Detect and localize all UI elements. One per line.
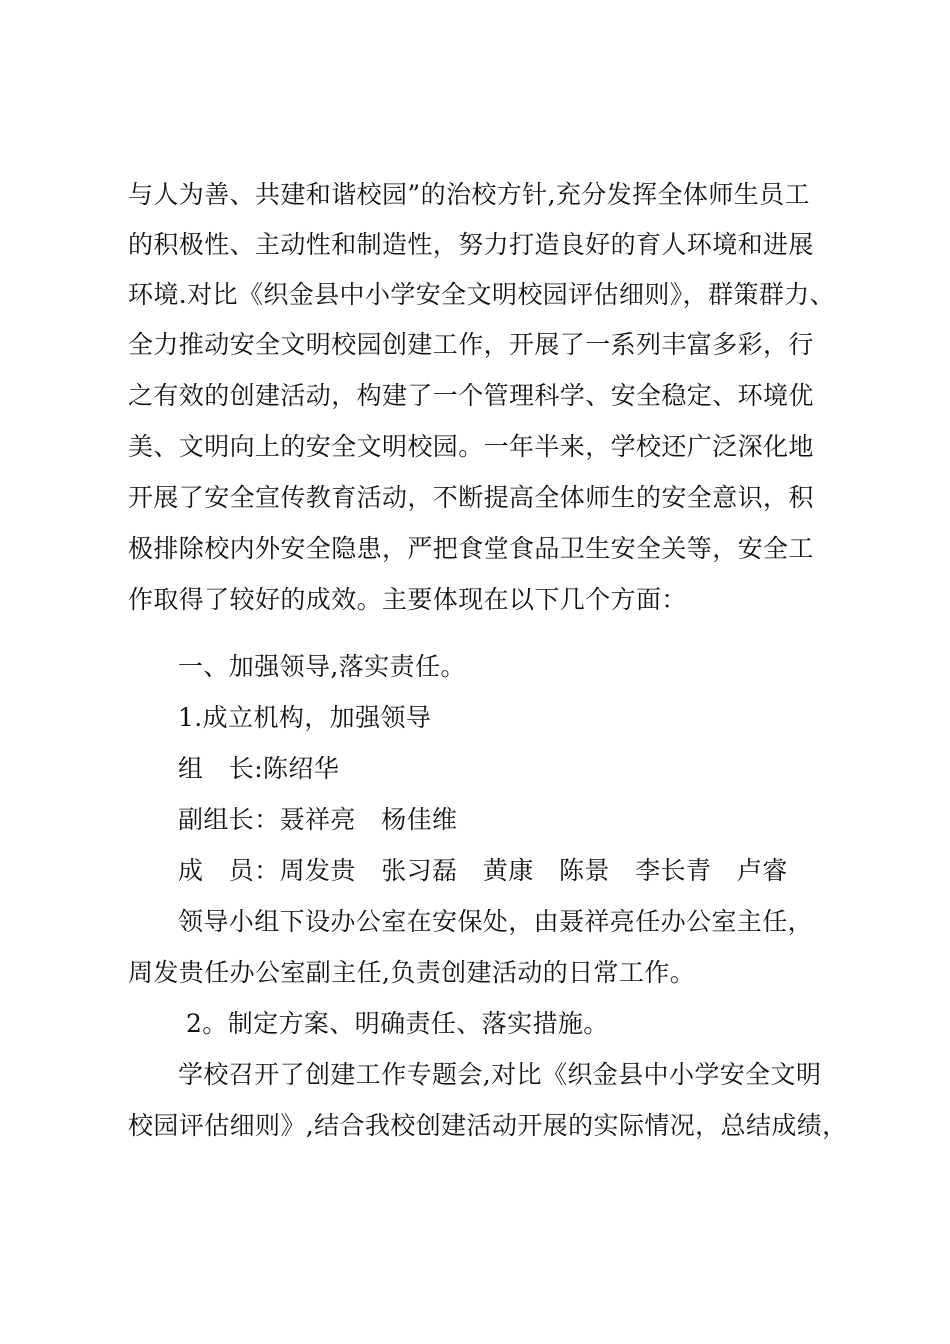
intro-line-6: 美、文明向上的安全文明校园。一年半来，学校还广泛深化地 [128, 432, 814, 461]
section-1-heading: 一、加强领导,落实责任。 [178, 652, 466, 681]
leader-line: 组 长:陈绍华 [178, 754, 340, 783]
intro-line-4: 全力推动安全文明校园创建工作，开展了一系列丰富多彩，行 [128, 330, 814, 359]
item-2-heading: 2。制定方案、明确责任、落实措施。 [186, 1009, 609, 1038]
intro-line-8: 极排除校内外安全隐患，严把食堂食品卫生安全关等，安全工 [128, 534, 814, 563]
intro-line-7: 开展了安全宣传教育活动，不断提高全体师生的安全意识，积 [128, 483, 814, 512]
meeting-line-1: 学校召开了创建工作专题会,对比《织金县中小学安全文明 [178, 1060, 822, 1089]
meeting-line-2: 校园评估细则》,结合我校创建活动开展的实际情况，总结成绩， [128, 1111, 848, 1140]
intro-line-1: 与人为善、共建和谐校园”的治校方针,充分发挥全体师生员工 [128, 180, 810, 209]
intro-line-5: 之有效的创建活动，构建了一个管理科学、安全稳定、环境优 [128, 381, 814, 410]
intro-line-9: 作取得了较好的成效。主要体现在以下几个方面： [128, 585, 687, 614]
intro-line-2: 的积极性、主动性和制造性，努力打造良好的育人环境和进展 [128, 230, 814, 259]
office-line-2: 周发贵任办公室副主任,负责创建活动的日常工作。 [128, 958, 696, 987]
deputy-line: 副组长：聂祥亮 杨佳维 [178, 805, 458, 834]
office-line-1: 领导小组下设办公室在安保处，由聂祥亮任办公室主任， [178, 907, 814, 936]
item-1-heading: 1.成立机构，加强领导 [178, 703, 432, 732]
intro-line-3: 环境.对比《织金县中小学安全文明校园评估细则》，群策群力、 [128, 280, 836, 309]
members-line: 成 员：周发贵 张习磊 黄康 陈景 李长青 卢睿 [178, 856, 788, 885]
